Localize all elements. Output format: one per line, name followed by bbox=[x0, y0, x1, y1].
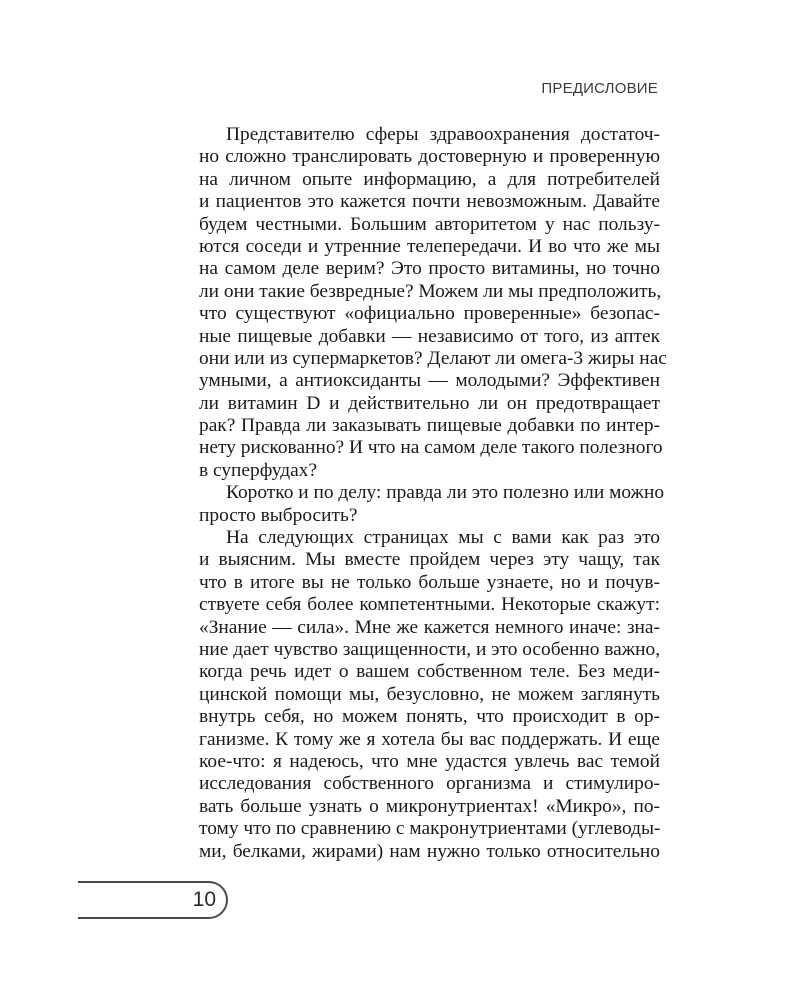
text-line: что в итоге вы не только больше узнаете, но и почув- bbox=[199, 571, 660, 593]
text-line: в суперфудах? bbox=[199, 459, 318, 481]
text-line: что существуют «официально проверенные» безопас- bbox=[199, 303, 660, 325]
text-line: На следующих страницах мы с вами как раз это bbox=[226, 527, 660, 549]
text-line: нету рискованно? И что на самом деле такого полезного bbox=[199, 437, 663, 459]
text-line: ли витамин D и действительно ли он предотвращает bbox=[199, 392, 660, 414]
text-line: исследования собственного организма и стимулиро- bbox=[199, 773, 660, 795]
text-line: тому что по сравнению с макронутриентами (углеводы- bbox=[199, 818, 661, 840]
page-number: 10 bbox=[192, 888, 216, 911]
text-line: внутрь себя, но можем понять, что происходит в ор- bbox=[199, 706, 660, 728]
page-number-tab bbox=[78, 881, 228, 919]
text-line: ми, белками, жирами) нам нужно только относительно bbox=[199, 840, 660, 862]
text-line: Коротко и по делу: правда ли это полезно или можно bbox=[226, 482, 665, 504]
text-line: ние дает чувство защищенности, и это особенно важно, bbox=[199, 638, 661, 660]
text-line: когда речь идет о вашем собственном теле. Без меди- bbox=[199, 661, 660, 683]
text-line: на личном опыте информацию, а для потребителей bbox=[199, 168, 660, 190]
running-header-title: ПРЕДИСЛОВИЕ bbox=[541, 80, 658, 97]
text-line: будем честными. Большим авторитетом у нас пользу- bbox=[199, 213, 660, 235]
text-line: просто выбросить? bbox=[199, 504, 358, 526]
text-line: цинской помощи мы, безусловно, не можем заглянуть bbox=[199, 683, 660, 705]
text-line: рак? Правда ли заказывать пищевые добавки по интер- bbox=[199, 415, 660, 437]
text-line: «Знание — сила». Мне же кажется немного иначе: зна- bbox=[199, 616, 660, 638]
text-line: и пациентов это кажется почти невозможным. Давайте bbox=[199, 191, 660, 213]
text-line: ствуете себя более компетентными. Некоторые скажут: bbox=[199, 594, 660, 616]
text-line: Представителю сферы здравоохранения достаточ- bbox=[226, 124, 660, 145]
body-text bbox=[199, 124, 667, 863]
text-line: ли они такие безвредные? Можем ли мы предположить, bbox=[199, 280, 662, 302]
text-line: умными, а антиоксиданты — молодыми? Эффективен bbox=[199, 370, 660, 392]
text-line: но сложно транслировать достоверную и проверенную bbox=[199, 146, 660, 168]
text-line: на самом деле верим? Это просто витамины, но точно bbox=[199, 258, 660, 280]
text-line: кое-что: я надеюсь, что мне удастся увлечь вас темой bbox=[199, 750, 660, 772]
text-line: ганизме. К тому же я хотела бы вас поддержать. И еще bbox=[199, 728, 660, 750]
text-line: и выясним. Мы вместе пройдем через эту чащу, так bbox=[199, 549, 660, 571]
text-line: ются соседи и утренние телепередачи. И во что же мы bbox=[199, 235, 660, 257]
text-line: вать больше узнать о микронутриентах! «Микро», по- bbox=[199, 795, 660, 817]
text-line: они или из супермаркетов? Делают ли омега-3 жиры нас bbox=[199, 347, 667, 369]
text-line: ные пищевые добавки — независимо от того, из аптек bbox=[199, 325, 660, 347]
